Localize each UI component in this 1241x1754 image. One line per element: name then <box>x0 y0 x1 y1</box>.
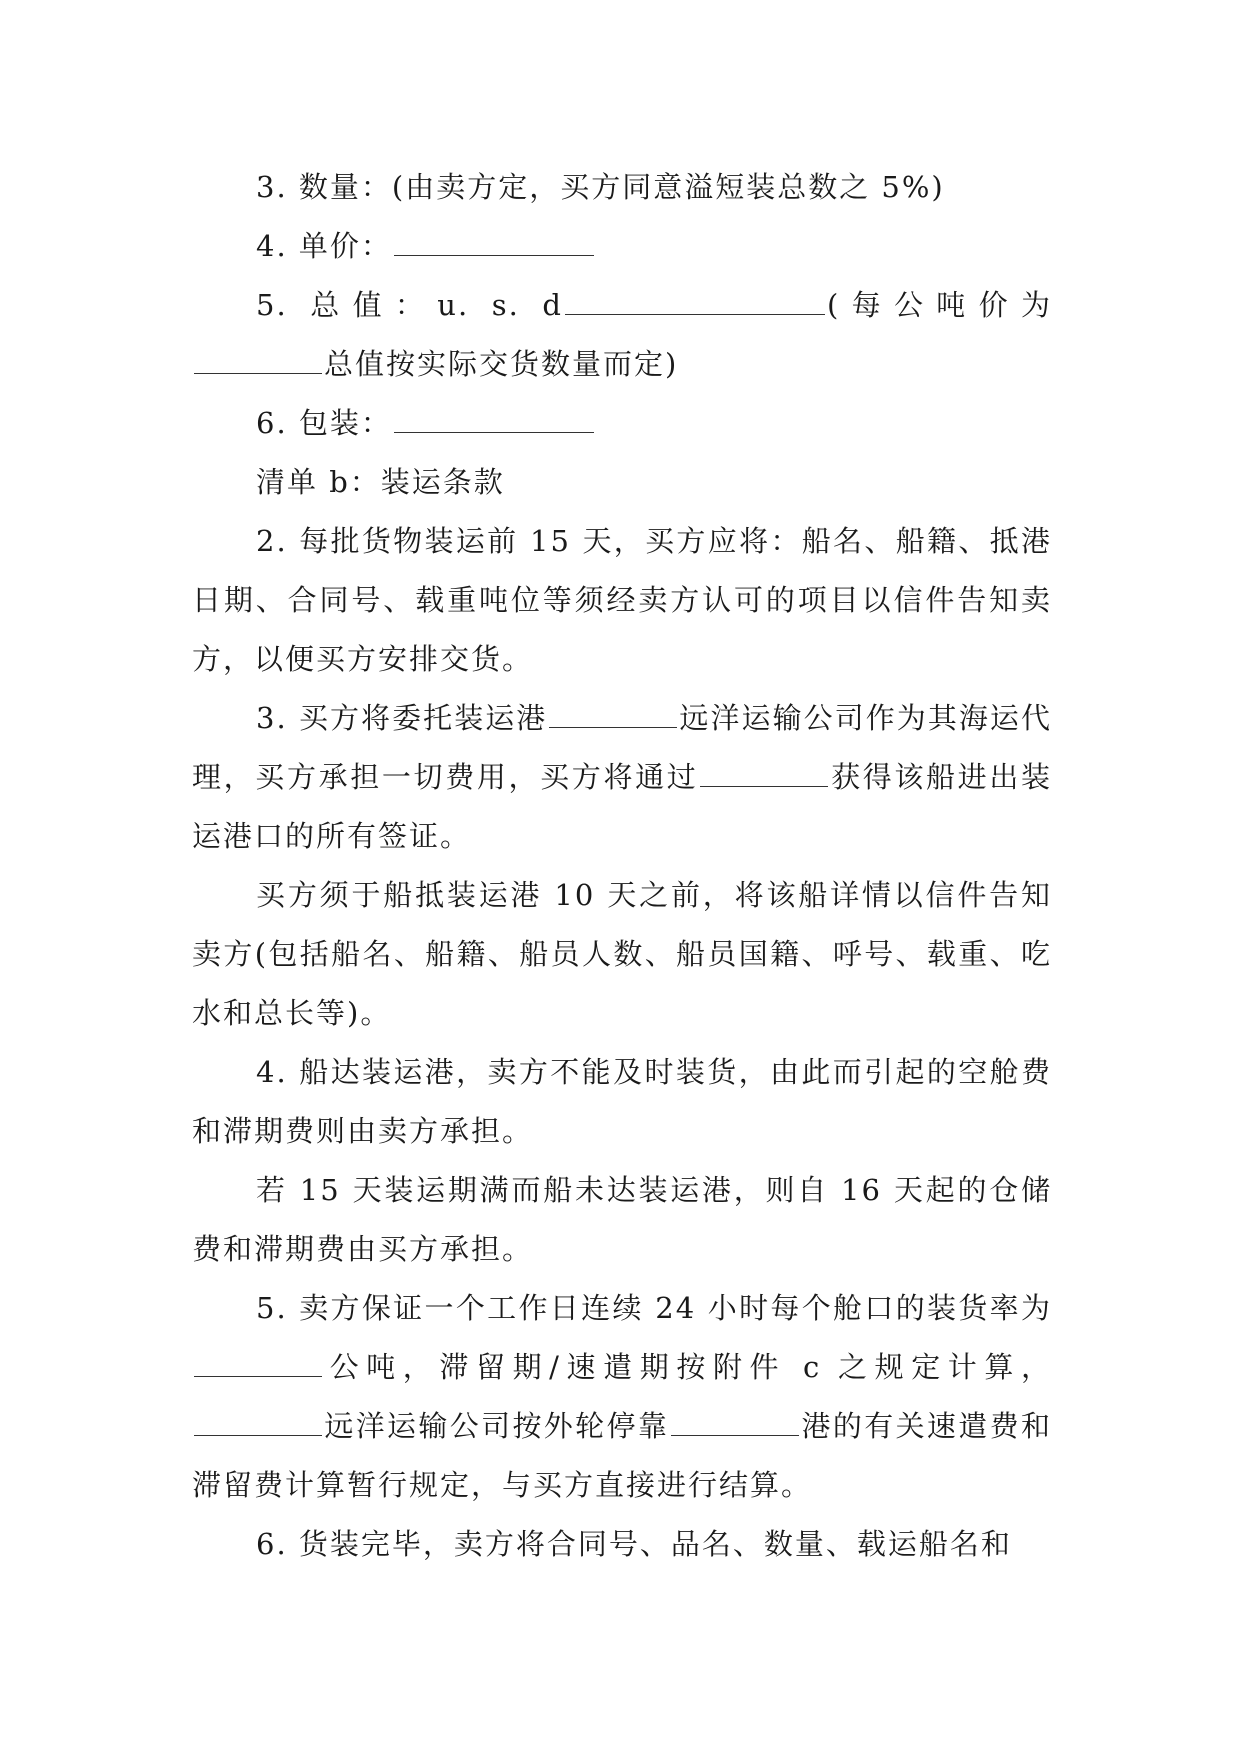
document-body <box>192 158 1052 1574</box>
visa-authority-blank <box>700 756 828 787</box>
total-value-clause: 5. 总值：u. s. d (每公吨价为总值按实际交货数量而定) <box>192 276 1052 394</box>
unit-price-blank <box>394 225 594 256</box>
loading-rate-blank <box>194 1346 322 1377</box>
completion-clause: 6. 货装完毕，卖方将合同号、品名、数量、载运船名和 <box>256 1527 1012 1561</box>
loading-rate-clause: 5. 卖方保证一个工作日连续 24 小时每个舱口的装货率为公吨，滞留期/速遣期按附件 c 之规定计算，远洋运输公司按外轮停靠 港的有关速遣费和滞留费计算暂行规定，与买方直接进行结算。 <box>192 1291 1052 1502</box>
berth-port-blank <box>671 1405 799 1436</box>
list-b-heading: 清单 b：装运条款 <box>256 465 505 499</box>
buyer-delay-clause: 若 15 天装运期满而船未达装运港，则自 16 天起的仓储费和滞期费由买方承担。 <box>192 1173 1052 1266</box>
shipping-notice-clause: 2. 每批货物装运前 15 天，买方应将：船名、船籍、抵港日期、合同号、载重吨位等须经卖方认可的项目以信件告知卖方，以便买方安排交货。 <box>192 524 1052 676</box>
packing-blank <box>394 402 594 433</box>
shipping-company-blank <box>194 1405 322 1436</box>
per-ton-price-blank <box>194 343 322 374</box>
port-blank <box>549 697 677 728</box>
unit-price-clause: 4. 单价： <box>192 217 1052 276</box>
total-value-blank <box>565 284 825 315</box>
vessel-details-clause: 买方须于船抵装运港 10 天之前，将该船详情以信件告知卖方(包括船名、船籍、船员人数、船员国籍、呼号、载重、吃水和总长等)。 <box>192 878 1052 1030</box>
quantity-clause: 3. 数量：(由卖方定，买方同意溢短装总数之 5%) <box>256 170 945 204</box>
shipping-agent-clause: 3. 买方将委托装运港 远洋运输公司作为其海运代理，买方承担一切费用，买方将通过 获得该船进出装运港口的所有签证。 <box>192 689 1052 866</box>
packing-clause: 6. 包装： <box>192 394 1052 453</box>
seller-delay-clause: 4. 船达装运港，卖方不能及时装货，由此而引起的空舱费和滞期费则由卖方承担。 <box>192 1055 1052 1148</box>
